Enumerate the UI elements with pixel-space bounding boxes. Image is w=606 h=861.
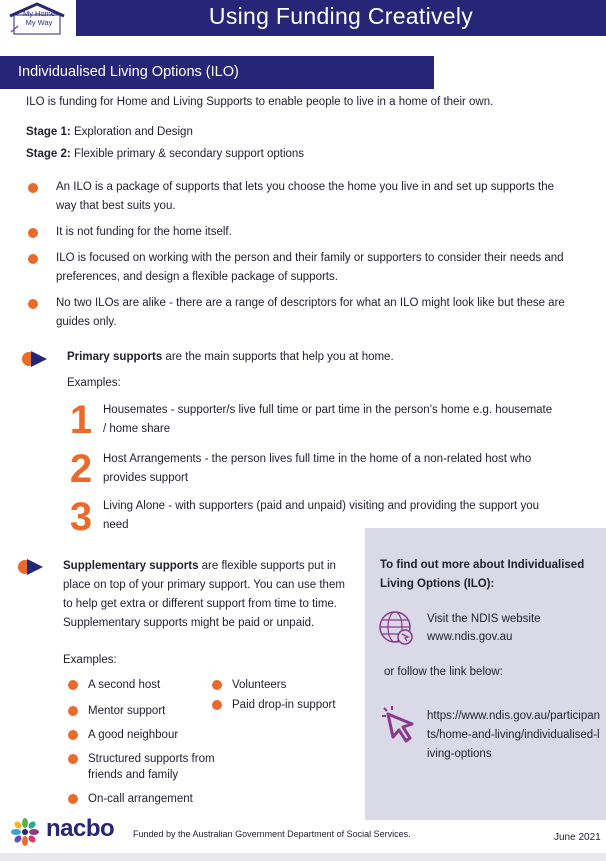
ilo-bullet-list — [26, 178, 566, 332]
supplementary-bold: Supplementary supports — [63, 560, 199, 572]
example-text: A good neighbour — [88, 729, 179, 741]
bullet-text: ILO is focused on working with the person and their family or supporters to consider their needs and preferences, and design a flexible package of supports. — [56, 252, 564, 283]
number-3: 3 — [69, 495, 93, 539]
nacbo-flower-icon — [10, 818, 40, 846]
logo-line-1: My Home — [22, 9, 56, 18]
list-item — [26, 249, 566, 287]
bullet-dot-icon — [68, 706, 78, 716]
stage-2 — [26, 148, 304, 160]
nacbo-wordmark: nacbo — [46, 815, 115, 842]
bullet-text: It is not funding for the home itself. — [56, 226, 232, 238]
primary-item-2: Host Arrangements - the person lives full time in the home of a non-related host who provides support — [103, 453, 532, 484]
bullet-dot-icon — [28, 299, 38, 309]
publication-date: June 2021 — [554, 832, 601, 843]
list-item — [68, 751, 228, 783]
primary-arrow-icon — [21, 349, 49, 369]
nacbo-logo — [10, 815, 122, 846]
list-item — [26, 223, 566, 242]
intro-text: ILO is funding for Home and Living Supports to enable people to live in a home of their own. — [26, 96, 494, 108]
section-title: Individualised Living Options (ILO) — [0, 56, 434, 89]
example-text: Paid drop-in support — [232, 699, 336, 711]
logo-line-2: My Way — [25, 18, 53, 27]
list-item — [212, 677, 286, 693]
my-home-my-way-logo — [6, 2, 68, 36]
primary-supports-heading — [67, 351, 394, 363]
bullet-dot-icon — [28, 183, 38, 193]
more-info-panel — [365, 528, 606, 820]
stage-1-text: Exploration and Design — [70, 126, 193, 138]
bullet-text: No two ILOs are alike - there are a range of descriptors for what an ILO might look like but these are guides only. — [56, 297, 565, 328]
bullet-dot-icon — [68, 794, 78, 804]
number-1: 1 — [69, 398, 93, 442]
number-2: 2 — [69, 447, 93, 491]
bullet-dot-icon — [28, 254, 38, 264]
info-title: To find out more about Individualised Living Options (ILO): — [380, 559, 585, 590]
cursor-click-icon — [382, 706, 422, 746]
header — [0, 0, 606, 36]
bullet-dot-icon — [212, 700, 222, 710]
list-item — [26, 178, 566, 216]
visit-line-1: Visit the NDIS website — [427, 613, 541, 625]
follow-link-text: or follow the link below: — [384, 666, 503, 678]
supplementary-supports-text — [63, 557, 353, 633]
funding-statement: Funded by the Australian Government Department of Social Services. — [133, 829, 411, 839]
example-text: Structured supports from friends and family — [88, 753, 215, 781]
visit-ndis-text — [427, 610, 541, 646]
list-item — [68, 727, 178, 743]
bullet-dot-icon — [68, 754, 78, 764]
primary-examples-label: Examples: — [67, 377, 121, 389]
bullet-dot-icon — [68, 730, 78, 740]
primary-item-1: Housemates - supporter/s live full time or part time in the person’s home e.g. housemate / home share — [103, 404, 553, 435]
example-text: A second host — [88, 679, 161, 691]
ilo-page-link[interactable]: https://www.ndis.gov.au/participants/home-and-living/individualised-living-options — [427, 710, 601, 760]
page-title: Using Funding Creatively — [76, 0, 606, 36]
bullet-dot-icon — [68, 680, 78, 690]
globe-icon — [378, 610, 414, 646]
stage-1 — [26, 126, 193, 138]
supplementary-arrow-icon — [17, 557, 45, 577]
bottom-divider — [0, 853, 606, 861]
bullet-dot-icon — [212, 680, 222, 690]
primary-bold: Primary supports — [67, 351, 163, 363]
bullet-text: An ILO is a package of supports that lets you choose the home you live in and set up supports the way that best suits you. — [56, 181, 554, 212]
example-text: On-call arrangement — [88, 793, 193, 805]
example-text: Mentor support — [88, 705, 166, 717]
list-item — [68, 791, 193, 807]
stage-2-text: Flexible primary & secondary support options — [70, 148, 305, 160]
stage-2-label: Stage 2: — [26, 148, 71, 160]
list-item — [212, 697, 336, 713]
bullet-dot-icon — [28, 228, 38, 238]
stage-1-label: Stage 1: — [26, 126, 71, 138]
list-item — [26, 294, 566, 332]
supplementary-examples-label: Examples: — [63, 654, 117, 666]
supplementary-rest: are flexible supports put in place on top of your primary support. You can use them to help get extra or different support from time to time. Supplementary supports might be paid or unpaid. — [63, 560, 345, 629]
list-item — [68, 677, 160, 693]
primary-rest: are the main supports that help you at home. — [162, 351, 394, 363]
list-item — [68, 703, 165, 719]
ndis-website-link[interactable]: www.ndis.gov.au — [427, 631, 513, 643]
example-text: Volunteers — [232, 679, 287, 691]
primary-item-3: Living Alone - with supporters (paid and unpaid) visiting and providing the support you need — [103, 500, 539, 531]
